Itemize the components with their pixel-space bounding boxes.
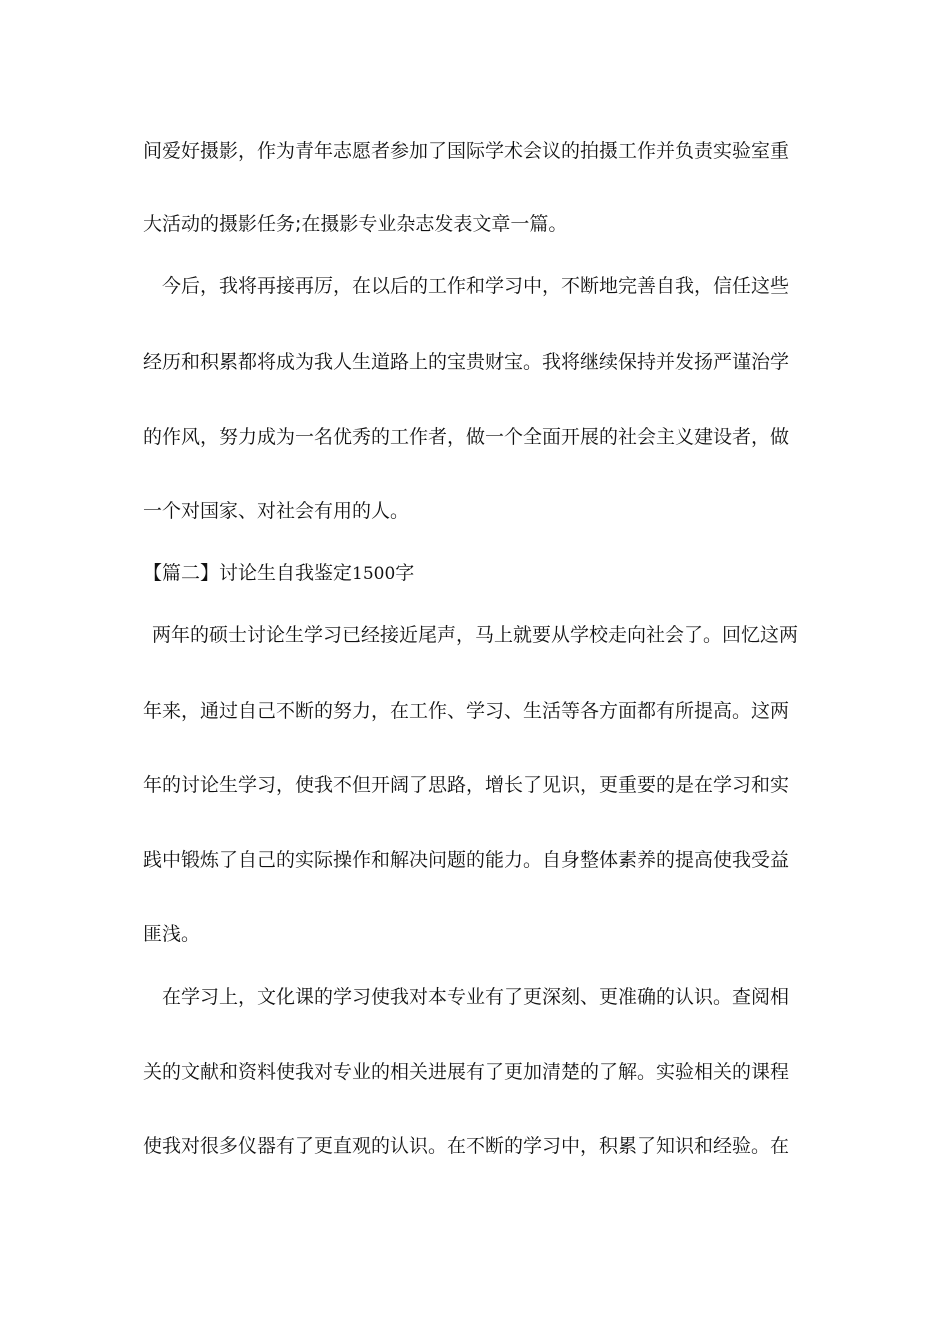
text-line: 匪浅。 [143,923,201,945]
text-line: 关的文献和资料使我对专业的相关进展有了更加清楚的了解。实验相关的课程 [143,1061,790,1083]
text-line: 年的讨论生学习，使我不但开阔了思路，增长了见识，更重要的是在学习和实 [143,774,790,796]
section-heading-text: 【篇二】讨论生自我鉴定 [143,562,353,584]
text-line: 两年的硕士讨论生学习已经接近尾声，马上就要从学校走向社会了。回忆这两 [152,624,799,646]
text-line: 一个对国家、对社会有用的人。 [143,500,410,522]
text-line: 间爱好摄影，作为青年志愿者参加了国际学术会议的拍摄工作并负责实验室重 [143,140,790,162]
text-line: 使我对很多仪器有了更直观的认识。在不断的学习中，积累了知识和经验。在 [143,1135,790,1157]
section-heading-number: 1500 [352,564,396,584]
text-line: 经历和积累都将成为我人生道路上的宝贵财宝。我将继续保持并发扬严谨治学 [143,351,790,373]
text-line: 年来，通过自己不断的努力，在工作、学习、生活等各方面都有所提高。这两 [143,700,790,722]
section-heading-unit: 字 [395,562,415,584]
text-line: 大活动的摄影任务;在摄影专业杂志发表文章一篇。 [143,213,568,235]
text-line: 在学习上，文化课的学习使我对本专业有了更深刻、更准确的认识。查阅相 [143,986,790,1008]
section-heading [143,561,414,586]
text-line: 践中锻炼了自己的实际操作和解决问题的能力。自身整体素养的提高使我受益 [143,849,790,871]
text-line: 今后，我将再接再厉，在以后的工作和学习中，不断地完善自我，信任这些 [143,275,790,297]
text-line: 的作风，努力成为一名优秀的工作者，做一个全面开展的社会主义建设者，做 [143,426,790,448]
